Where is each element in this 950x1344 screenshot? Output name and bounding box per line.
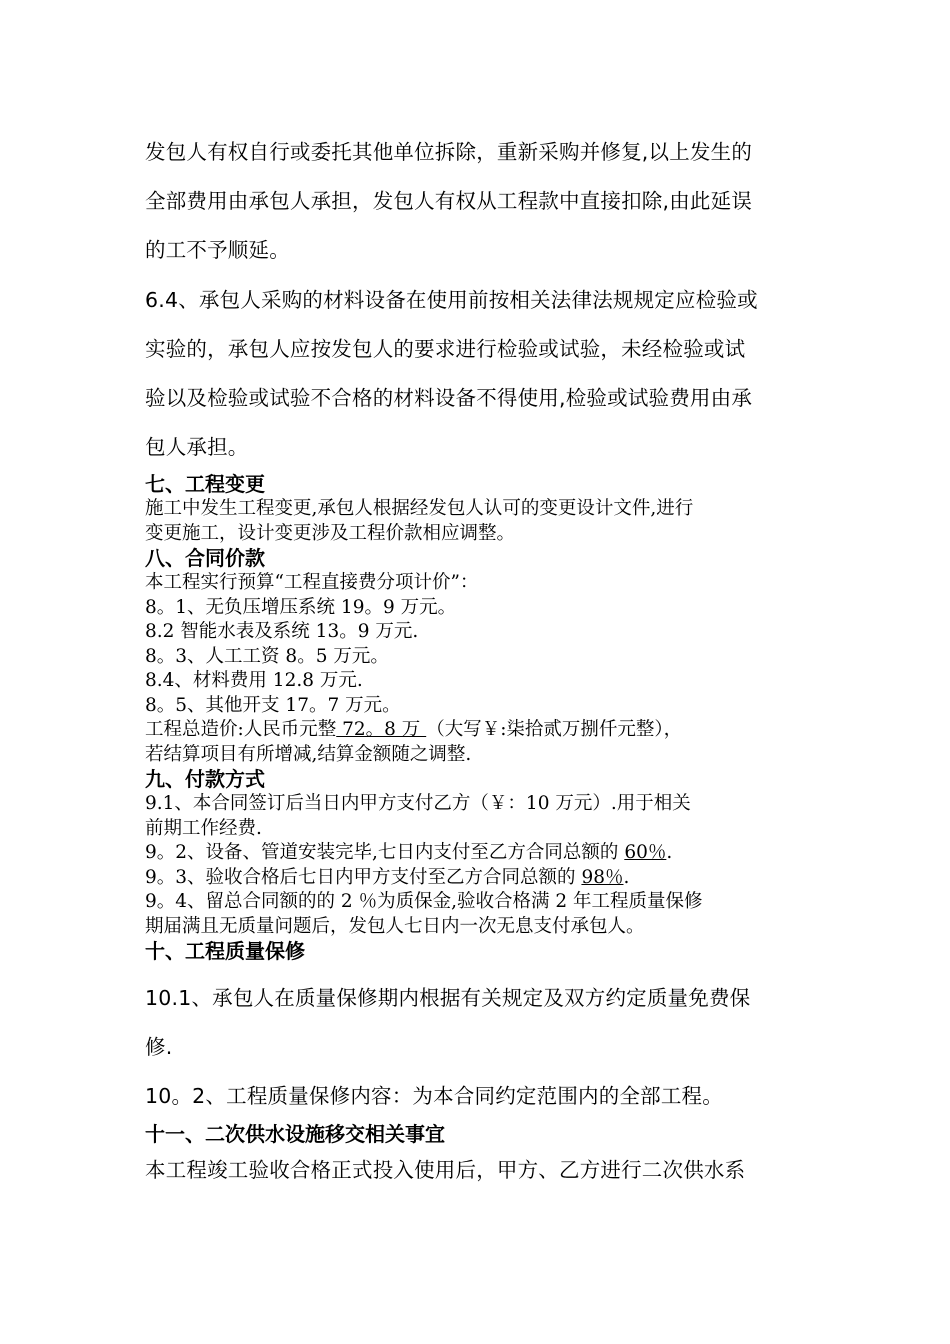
paragraph-line: 10.1、承包人在质量保修期内根据有关规定及双方约定质量免费保 <box>145 986 751 1010</box>
compact-block <box>145 472 810 964</box>
paragraph-line: 10。2、工程质量保修内容：为本合同约定范围内的全部工程。 <box>145 1084 723 1108</box>
paragraph-line: 变更施工，设计变更涉及工程价款相应调整。 <box>145 522 516 544</box>
paragraph-line: 全部费用由承包人承担，发包人有权从工程款中直接扣除,由此延误 <box>145 189 753 213</box>
price-item: 8。1、无负压增压系统 19。9 万元。 <box>145 596 457 618</box>
price-item: 8。3、人工工资 8。5 万元。 <box>145 645 389 667</box>
paragraph-line: 的工不予顺延。 <box>145 238 290 262</box>
clause-10-1 <box>145 974 810 1072</box>
paragraph-line: 本工程实行预算“工程直接费分项计价”： <box>145 572 479 593</box>
section7-heading: 七、工程变更 <box>145 472 265 496</box>
paragraph-line: 验以及检验或试验不合格的材料设备不得使用,检验或试验费用由承 <box>145 386 753 410</box>
payment-text: 9。3、验收合格后七日内甲方支付至乙方合同总额的 <box>145 866 582 888</box>
paragraph-line: 本工程竣工验收合格正式投入使用后，甲方、乙方进行二次供水系 <box>145 1158 746 1182</box>
payment-text: 9。2、设备、管道安装完毕,七日内支付至乙方合同总额的 <box>145 842 625 863</box>
payment-percent: 60％ <box>624 842 667 863</box>
total-price-line <box>145 718 810 743</box>
clause-10-2 <box>145 1072 810 1121</box>
payment-text: . <box>623 866 630 888</box>
section11-body <box>145 1146 810 1195</box>
paragraph-line: 若结算项目有所增减,结算金额随之调整. <box>145 743 472 765</box>
total-amount: 72。8 万 <box>336 719 427 740</box>
price-item: 8。5、其他开支 17。7 万元。 <box>145 694 401 716</box>
payment-item <box>145 841 810 866</box>
paragraph-line: 6.4、承包人采购的材料设备在使用前按相关法律法规规定应检验或 <box>145 288 758 312</box>
paragraph-line: 前期工作经费. <box>145 817 262 839</box>
payment-item <box>145 866 810 891</box>
paragraph-line: 9.1、本合同签订后当日内甲方支付乙方（￥：10 万元）.用于相关 <box>145 793 691 814</box>
payment-percent: 98％ <box>581 866 624 888</box>
total-prefix: 工程总造价:人民币元整 <box>145 719 337 740</box>
paragraph-line: 实验的，承包人应按发包人的要求进行检验或试验，未经检验或试 <box>145 337 746 361</box>
total-suffix: （大写￥:柒拾贰万捌仟元整）， <box>426 719 683 740</box>
section8-heading: 八、合同价款 <box>145 546 265 570</box>
price-item: 8.4、材料费用 12.8 万元. <box>145 670 363 691</box>
paragraph-line: 修. <box>145 1035 173 1059</box>
paragraph-line: 期届满且无质量问题后，发包人七日内一次无息支付承包人。 <box>145 915 645 937</box>
paragraph-line: 发包人有权自行或委托其他单位拆除，重新采购并修复,以上发生的 <box>145 140 753 164</box>
price-item: 8.2 智能水表及系统 13。9 万元. <box>145 621 419 642</box>
paragraph-line: 施工中发生工程变更,承包人根据经发包人认可的变更设计文件,进行 <box>145 498 694 519</box>
payment-text: . <box>666 842 673 863</box>
paragraph-line: 包人承担。 <box>145 435 249 459</box>
section6-continuation <box>145 128 810 275</box>
section10-heading: 十、工程质量保修 <box>145 939 305 963</box>
clause-6-4 <box>145 276 810 472</box>
section11-heading: 十一、二次供水设施移交相关事宜 <box>145 1122 445 1146</box>
section9-heading: 九、付款方式 <box>145 767 265 791</box>
paragraph-line: 9。4、留总合同额的的 2 ％为质保金,验收合格满 2 年工程质量保修 <box>145 891 703 912</box>
